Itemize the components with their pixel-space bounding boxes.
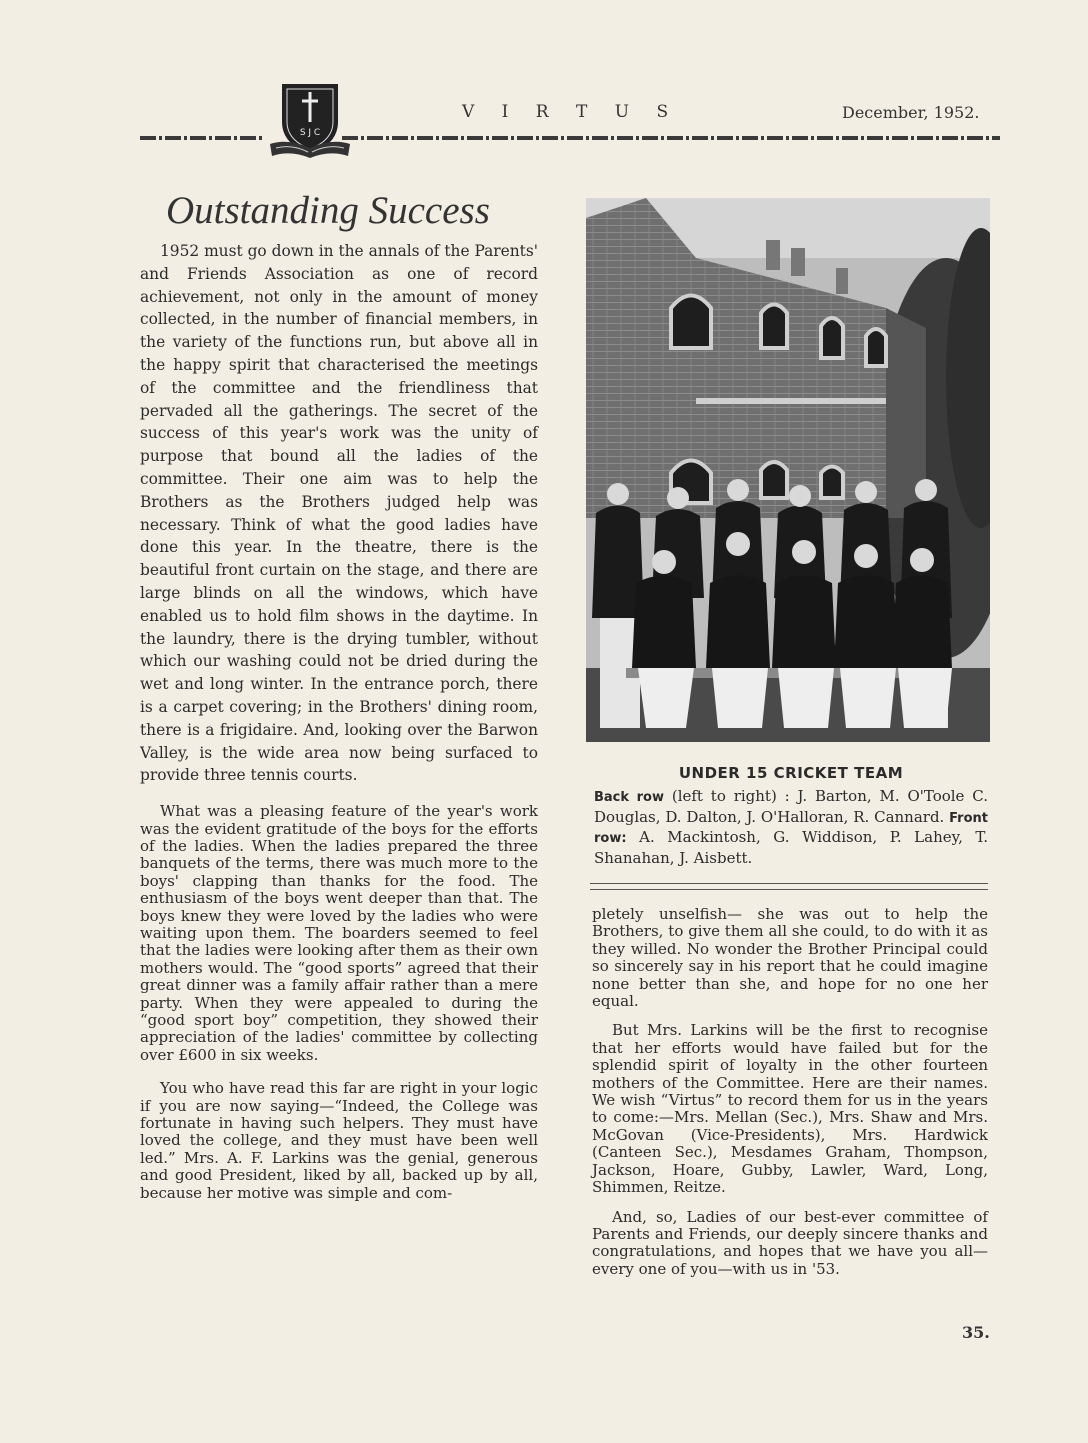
- back-row-label: Back row: [594, 790, 664, 805]
- section-divider: [590, 883, 988, 890]
- right-column: [592, 906, 988, 1278]
- team-photo: [586, 198, 990, 742]
- photo-caption-title: UNDER 15 CRICKET TEAM: [678, 764, 904, 782]
- article-paragraph: But Mrs. Larkins will be the first to recognise that her efforts would have failed but for the splendid spirit of loyalty in the other fourteen mothers of the Committee. Here are their names. We wish “Virtus” to record them for us in the years to come:—Mrs. Mellan (Sec.), Mrs. Shaw and Mrs. McGovan (Vice-Presidents), Mrs. Hardwick (Canteen Sec.), Mesdames Graham, Thompson, Jackson, Hoare, Gubby, Lawler, Ward, Long, Shimmen, Reitze.: [592, 1021, 988, 1197]
- page-number: 35.: [962, 1323, 990, 1342]
- page-header: [0, 0, 1088, 160]
- crest-letters: S J C: [299, 128, 321, 138]
- header-rule-left: [140, 136, 262, 140]
- article-paragraph: You who have read this far are right in your logic if you are now saying—“Indeed, the College was fortunate in having such helpers. They must have loved the college, and they must have been well led.” Mrs. A. F. Larkins was the genial, generous and good President, liked by all, backed up by all, because her motive was simple and com-: [140, 1079, 538, 1202]
- back-row-names: (left to right) : J. Barton, M. O'Toole C. Douglas, D. Dalton, J. O'Halloran, R. Cannard.: [594, 787, 988, 826]
- magazine-title: V I R T U S: [462, 102, 680, 122]
- team-photo-image: [586, 198, 990, 742]
- article-paragraph: pletely unselfish— she was out to help the Brothers, to give them all she could, to do with it as they willed. No wonder the Brother Principal could so sincerely say in his report that he could imagine none better than she, and hope for no one her equal.: [592, 905, 988, 1011]
- left-column: [140, 240, 538, 1202]
- college-crest-icon: [268, 78, 352, 160]
- article-paragraph: 1952 must go down in the annals of the Parents' and Friends Association as one of record achievement, not only in the amount of money collected, in the number of financial members, in the variety of the functions run, but above all in the happy spirit that characterised the meetings of the committee and the friendliness that pervaded all the gatherings. The secret of the success of this year's work was the unity of purpose that bound all the ladies of the committee. Their one aim was to help the Brothers as the Brothers judged help was necessary. Think of what the good ladies have done this year. In the theatre, there is the beautiful front curtain on the stage, and there are large blinds on all the windows, which have enabled us to hold film shows in the daytime. In the laundry, there is the drying tumbler, without which our washing could not be dried during the wet and long winter. In the entrance porch, there is a carpet covering; in the Brothers' dining room, there is a frigidaire. And, looking over the Barwon Valley, is the wide area now being surfaced to provide three tennis courts.: [140, 242, 538, 785]
- issue-date: December, 1952.: [842, 103, 980, 122]
- article-paragraph: And, so, Ladies of our best-ever committee of Parents and Friends, our deeply sincere thanks and congratulations, and hopes that we have you all—every one of you—with us in '53.: [592, 1207, 988, 1278]
- photo-caption: [594, 787, 988, 867]
- front-row-names: A. Mackintosh, G. Widdison, P. Lahey, T. Shanahan, J. Aisbett.: [594, 828, 988, 867]
- article-title: Outstanding Success: [166, 189, 490, 232]
- header-rule-right: [342, 136, 1000, 140]
- front-row-label: Front row:: [594, 810, 988, 846]
- article-paragraph: What was a pleasing feature of the year's work was the evident gratitude of the boys for the efforts of the ladies. When the ladies prepared the three banquets of the terms, there was much more to the boys' clapping than thanks for the food. The enthusiasm of the boys went deeper than that. The boys knew they were loved by the ladies who were waiting upon them. The boarders seemed to feel that the ladies were looking after them as their own mothers would. The “good sports” agreed that their great dinner was a family affair rather than a mere party. When they were appealed to during the “good sport boy” competition, they showed their appreciation of the ladies' committee by collecting over £600 in six weeks.: [140, 802, 538, 1064]
